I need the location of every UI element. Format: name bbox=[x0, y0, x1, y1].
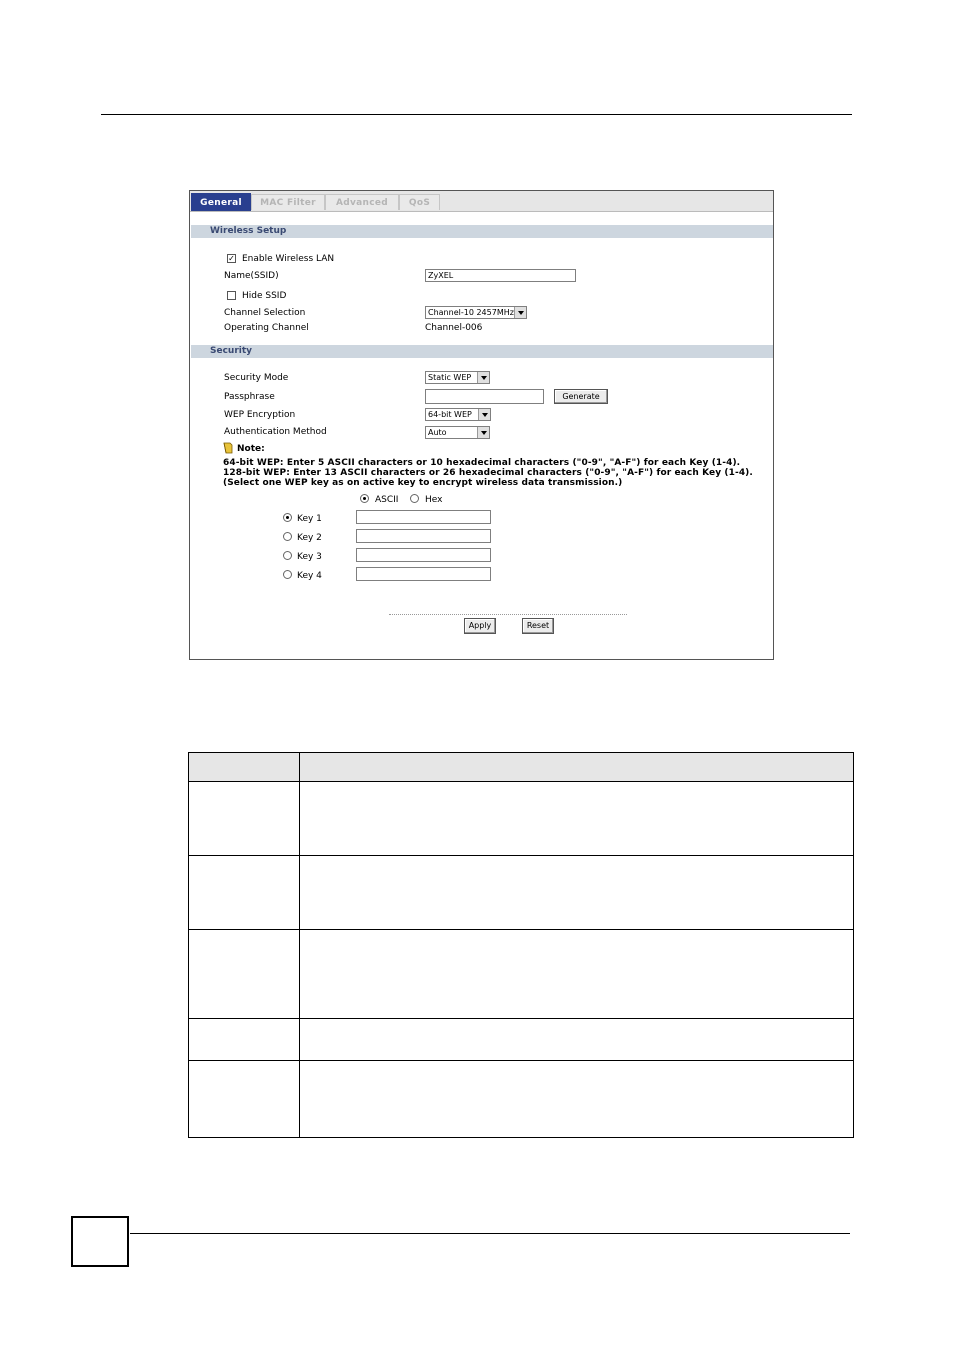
key2-label: Key 2 bbox=[297, 533, 322, 543]
note-line-128bit: 128-bit WEP: Enter 13 ASCII characters or 26 hexadecimal characters ("0-9", "A-F") for each Key (1-4). bbox=[223, 468, 753, 478]
ascii-label: ASCII bbox=[375, 495, 399, 505]
enable-wireless-label: Enable Wireless LAN bbox=[242, 254, 335, 264]
note-title: Note: bbox=[237, 444, 265, 454]
key4-radio[interactable] bbox=[283, 570, 292, 579]
operating-channel-label: Operating Channel bbox=[224, 323, 309, 333]
chevron-down-icon bbox=[477, 427, 489, 438]
ssid-input[interactable]: ZyXEL bbox=[425, 269, 576, 282]
key1-label: Key 1 bbox=[297, 514, 322, 524]
security-mode-label: Security Mode bbox=[224, 373, 289, 383]
footer-rule bbox=[130, 1233, 850, 1234]
wireless-setup-header: Wireless Setup bbox=[191, 225, 773, 238]
table-header bbox=[189, 753, 853, 782]
hex-radio[interactable] bbox=[410, 494, 419, 503]
auth-method-value: Auto bbox=[428, 428, 447, 437]
security-mode-select[interactable] bbox=[425, 371, 490, 384]
hide-ssid-checkbox[interactable] bbox=[227, 291, 236, 300]
tab-advanced[interactable]: Advanced bbox=[325, 194, 399, 210]
enable-wireless-checkbox[interactable]: ✓ bbox=[228, 254, 235, 263]
key3-radio[interactable] bbox=[283, 551, 292, 560]
channel-select[interactable] bbox=[425, 306, 527, 319]
ascii-radio[interactable] bbox=[360, 494, 369, 503]
security-mode-value: Static WEP bbox=[428, 373, 472, 382]
key4-label: Key 4 bbox=[297, 571, 322, 581]
key1-radio[interactable] bbox=[283, 513, 292, 522]
header-rule bbox=[101, 114, 852, 115]
key2-input[interactable] bbox=[356, 529, 491, 543]
description-table bbox=[188, 752, 854, 1138]
divider bbox=[389, 614, 627, 615]
tab-mac-filter[interactable]: MAC Filter bbox=[251, 194, 325, 210]
passphrase-input[interactable] bbox=[425, 389, 544, 404]
security-header: Security bbox=[191, 345, 773, 358]
table-row bbox=[189, 855, 853, 856]
wep-encryption-label: WEP Encryption bbox=[224, 410, 296, 420]
auth-method-label: Authentication Method bbox=[224, 427, 327, 437]
note-line-64bit: 64-bit WEP: Enter 5 ASCII characters or 10 hexadecimal characters ("0-9", "A-F") for each Key (1-4). bbox=[223, 458, 741, 468]
tab-bar bbox=[190, 191, 773, 212]
chevron-down-icon bbox=[478, 409, 490, 420]
wep-encryption-value: 64-bit WEP bbox=[428, 410, 472, 419]
ssid-label: Name(SSID) bbox=[224, 271, 279, 281]
tab-general[interactable]: General bbox=[191, 193, 251, 211]
auth-method-select[interactable] bbox=[425, 426, 490, 439]
apply-button[interactable]: Apply bbox=[464, 618, 496, 634]
chevron-down-icon bbox=[477, 372, 489, 383]
hide-ssid-label: Hide SSID bbox=[242, 291, 287, 301]
page-number-box bbox=[71, 1216, 129, 1267]
key3-label: Key 3 bbox=[297, 552, 322, 562]
note-line-select: (Select one WEP key as on active key to encrypt wireless data transmission.) bbox=[223, 478, 623, 488]
tab-qos[interactable]: QoS bbox=[399, 194, 440, 210]
table-column-divider bbox=[299, 753, 300, 1137]
table-row bbox=[189, 1018, 853, 1019]
table-row bbox=[189, 929, 853, 930]
table-row bbox=[189, 1060, 853, 1061]
key2-radio[interactable] bbox=[283, 532, 292, 541]
operating-channel-value: Channel-006 bbox=[425, 323, 483, 333]
note-icon bbox=[223, 442, 233, 454]
key3-input[interactable] bbox=[356, 548, 491, 562]
key1-input[interactable] bbox=[356, 510, 491, 524]
reset-button[interactable]: Reset bbox=[522, 618, 554, 634]
wireless-settings-screenshot bbox=[189, 190, 774, 660]
channel-select-value: Channel-10 2457MHz bbox=[428, 308, 514, 317]
hex-label: Hex bbox=[425, 495, 443, 505]
channel-selection-label: Channel Selection bbox=[224, 308, 306, 318]
wep-encryption-select[interactable] bbox=[425, 408, 491, 421]
chevron-down-icon bbox=[514, 307, 526, 318]
key4-input[interactable] bbox=[356, 567, 491, 581]
passphrase-label: Passphrase bbox=[224, 392, 275, 402]
generate-button[interactable]: Generate bbox=[554, 389, 608, 404]
